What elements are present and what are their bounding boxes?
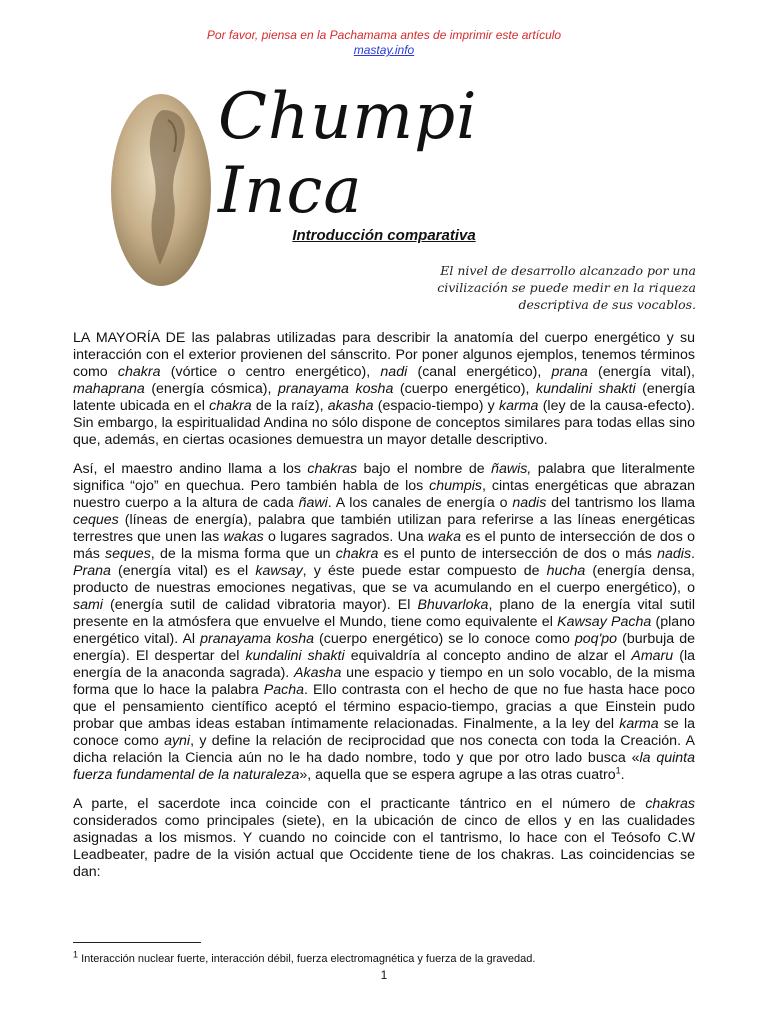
article-body bbox=[73, 330, 695, 893]
subtitle: Introducción comparativa bbox=[292, 227, 476, 244]
paragraph-1: LA MAYORÍA DE las palabras utilizadas para describir la anatomía del cuerpo energético y su interacción con el exterior provienen del sánscrito. Por poner algunos ejemplos, tenemos términos como chakra (vórtice o centro energético), nadi (canal energético), prana (energía vital), mahaprana (energía cósmica), pranayama kosha (cuerpo energético), kundalini shakti (energía latente ubicada en el chakra de la raíz), akasha (espacio-tiempo) y karma (ley de la causa-efecto). Sin embargo, la espiritualidad Andina no sólo dispone de conceptos similares para todas ellas sino que, además, en ciertas ocasiones demuestra un mayor detalle descriptivo. bbox=[73, 330, 695, 448]
epigraph-line: El nivel de desarrollo alcanzado por una bbox=[440, 263, 696, 278]
paragraph-3: A parte, el sacerdote inca coincide con el practicante tántrico en el número de chakras considerados como principales (siete), en la ubicación de cinco de ellos y en las cualidades asignadas a los mismos. Y cuando no coincide con el tantrismo, lo hace con el Teósofo C.W Leadbeater, padre de la visión actual que Occidente tiene de los chakras. Las coincidencias se dan: bbox=[73, 796, 695, 880]
page-title: Chumpi Inca bbox=[218, 80, 478, 228]
epigraph-line: civilización se puede medir en la riqueza bbox=[437, 280, 696, 295]
stone-image bbox=[108, 80, 214, 288]
footnote-ref[interactable]: 1 bbox=[615, 765, 621, 776]
footnote bbox=[73, 949, 695, 966]
site-link[interactable]: mastay.info bbox=[353, 43, 415, 57]
page-number: 1 bbox=[380, 968, 388, 982]
footnote-marker: 1 bbox=[73, 949, 79, 960]
footnote-divider bbox=[73, 942, 201, 943]
paragraph-2: Así, el maestro andino llama a los chakras bajo el nombre de ñawis, palabra que literalmente significa “ojo” en quechua. Pero también habla de los chumpis, cintas energéticas que abrazan nuestro cuerpo a la altura de cada ñawi. A los canales de energía o nadis del tantrismo los llama ceques (líneas de energía), palabra que también utilizan para referirse a las líneas energéticas terrestres que unen las wakas o lugares sagrados. Una waka es el punto de intersección de dos o más seques, de la misma forma que un chakra es el punto de intersección de dos o más nadis. Prana (energía vital) es el kawsay, y éste puede estar compuesto de hucha (energía densa, producto de nuestras emociones negativas, que se va acumulando en el cuerpo energético), o sami (energía sutil de calidad vibratoria mayor). El Bhuvarloka, plano de la energía vital sutil presente en la atmósfera que envuelve el Mundo, tiene como equivalente el Kawsay Pacha (plano energético vital). Al pranayama kosha (cuerpo energético) se lo conoce como poq'po (burbuja de energía). El despertar del kundalini shakti equivaldría al concepto andino de alzar el Amaru (la energía de la anaconda sagrada). Akasha une espacio y tiempo en un solo vocablo, de la misma forma que lo hace la palabra Pacha. Ello contrasta con el hecho de que no fue hasta hace poco que el pensamiento científico aceptó el término espacio-tiempo, gracias a que Einstein pudo probar que ambas ideas estaban íntimamente relacionadas. Finalmente, a la ley del karma se la conoce como ayni, y define la relación de reciprocidad que nos conecta con toda la Creación. A dicha relación la Ciencia aún no le ha dado nombre, todo y que por otro lado busca «la quinta fuerza fundamental de la naturaleza», aquella que se espera agrupe a las otras cuatro$^1$. bbox=[73, 461, 696, 783]
epigraph-line: descriptiva de sus vocablos. bbox=[518, 297, 696, 312]
epigraph bbox=[380, 262, 696, 313]
print-notice: Por favor, piensa en la Pachamama antes de imprimir este artículo bbox=[206, 28, 562, 42]
footnote-text: Interacción nuclear fuerte, interacción débil, fuerza electromagnética y fuerza de la gravedad. bbox=[78, 953, 536, 965]
